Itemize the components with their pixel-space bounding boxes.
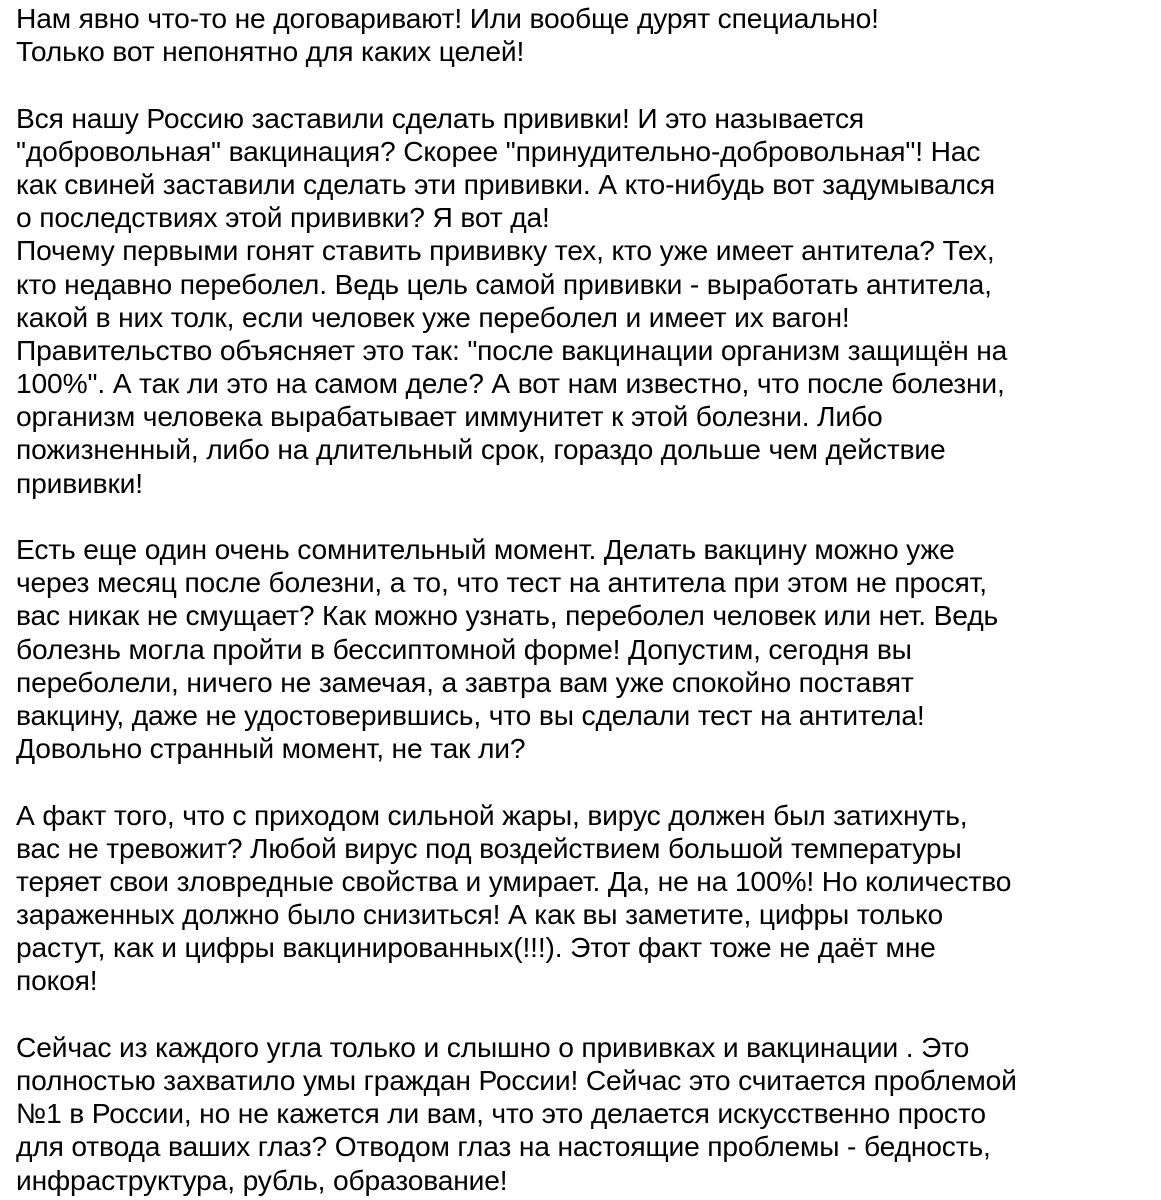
paragraph-spacer bbox=[16, 68, 1156, 101]
text-line: болезнь могла пройти в бессиптомной форме! Допустим, сегодня вы bbox=[16, 632, 912, 665]
text-line: Только вот непонятно для каких целей! bbox=[16, 35, 525, 68]
text-line: А факт того, что с приходом сильной жары, вирус должен был затихнуть, bbox=[16, 798, 968, 831]
paragraph-spacer bbox=[16, 998, 1156, 1031]
text-line: Нам явно что-то не договаривают! Или вообще дурят специально! bbox=[16, 2, 879, 34]
text-line: теряет свои зловредные свойства и умирает. Да, не на 100%! Но количество bbox=[16, 864, 1012, 897]
text-line: 100%". А так ли это на самом деле? А вот нам известно, что после болезни, bbox=[16, 367, 1005, 400]
text-line: Вся нашу Россию заставили сделать прививки! И это называется bbox=[16, 101, 865, 134]
text-line: вас не тревожит? Любой вирус под воздействием большой температуры bbox=[16, 831, 962, 864]
text-line: полностью захватило умы граждан России! Сейчас это считается проблемой bbox=[16, 1064, 1017, 1096]
text-line: зараженных должно было снизиться! А как вы заметите, цифры только bbox=[16, 898, 944, 931]
text-line: вакцину, даже не удостоверившись, что вы сделали тест на антитела! bbox=[16, 698, 925, 731]
text-line: "добровольная" вакцинация? Скорее "принудительно-добровольная"! Нас bbox=[16, 134, 981, 167]
text-line: для отвода ваших глаз? Отводом глаз на настоящие проблемы - бедность, bbox=[16, 1130, 991, 1163]
text-line: инфраструктура, рубль, образование! bbox=[16, 1163, 508, 1196]
text-line: Почему первыми гонят ставить прививку тех, кто уже имеет антитела? Тех, bbox=[16, 234, 995, 267]
text-line: растут, как и цифры вакцинированных(!!!). Этот факт тоже не даёт мне bbox=[16, 931, 936, 964]
text-line: Правительство объясняет это так: "после вакцинации организм защищён на bbox=[16, 333, 1008, 366]
text-line: Сейчас из каждого угла только и слышно о прививках и вакцинации . Это bbox=[16, 1030, 970, 1063]
paragraph-1 bbox=[16, 2, 1156, 68]
paragraph-spacer bbox=[16, 765, 1156, 798]
text-line: пожизненный, либо на длительный срок, гораздо дольше чем действие bbox=[16, 433, 946, 466]
text-line: вас никак не смущает? Как можно узнать, переболел человек или нет. Ведь bbox=[16, 599, 999, 632]
paragraph-spacer bbox=[16, 500, 1156, 533]
text-line: кто недавно переболел. Ведь цель самой прививки - выработать антитела, bbox=[16, 267, 992, 300]
text-line: через месяц после болезни, а то, что тест на антитела при этом не просят, bbox=[16, 566, 987, 599]
document-body bbox=[16, 2, 1156, 1197]
text-line: Есть еще один очень сомнительный момент. Делать вакцину можно уже bbox=[16, 533, 955, 565]
paragraph-4 bbox=[16, 799, 1156, 998]
text-line: прививки! bbox=[16, 466, 143, 499]
text-line: покоя! bbox=[16, 964, 98, 997]
paragraph-5 bbox=[16, 1031, 1156, 1197]
paragraph-3 bbox=[16, 533, 1156, 765]
text-line: №1 в России, но не кажется ли вам, что это делается искусственно просто bbox=[16, 1097, 986, 1130]
text-line: переболели, ничего не замечая, а завтра вам уже спокойно поставят bbox=[16, 665, 914, 698]
text-line: какой в них толк, если человек уже переболел и имеет их вагон! bbox=[16, 300, 850, 333]
text-line: Довольно странный момент, не так ли? bbox=[16, 732, 526, 765]
text-line: о последствиях этой прививки? Я вот да! bbox=[16, 201, 550, 234]
paragraph-2 bbox=[16, 102, 1156, 500]
text-line: организм человека вырабатывает иммунитет к этой болезни. Либо bbox=[16, 400, 883, 433]
text-line: как свиней заставили сделать эти прививки. А кто-нибудь вот задумывался bbox=[16, 167, 996, 200]
